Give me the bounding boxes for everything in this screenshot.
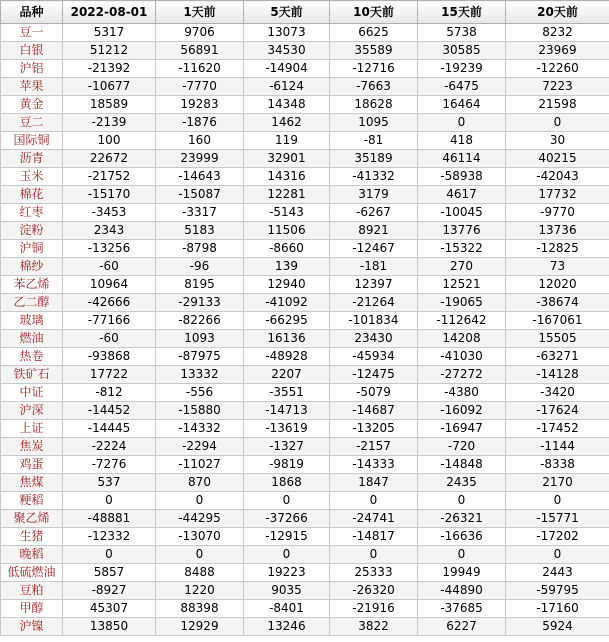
value-cell: 870 [156, 474, 244, 492]
value-cell: 537 [63, 474, 156, 492]
value-cell: 23999 [156, 150, 244, 168]
value-cell: -5079 [330, 384, 418, 402]
value-cell: -14817 [330, 528, 418, 546]
value-cell: -4380 [418, 384, 506, 402]
value-cell: 13850 [63, 618, 156, 636]
value-cell: 12281 [244, 186, 330, 204]
value-cell: -15880 [156, 402, 244, 420]
value-cell: -2294 [156, 438, 244, 456]
value-cell: 9706 [156, 24, 244, 42]
variety-name-cell: 生猪 [1, 528, 63, 546]
value-cell: -12716 [330, 60, 418, 78]
value-cell: 21598 [506, 96, 609, 114]
value-cell: -8338 [506, 456, 609, 474]
variety-name-cell: 焦炭 [1, 438, 63, 456]
value-cell: -112642 [418, 312, 506, 330]
value-cell: -1144 [506, 438, 609, 456]
value-cell: -16947 [418, 420, 506, 438]
value-cell: -26321 [418, 510, 506, 528]
value-cell: -8798 [156, 240, 244, 258]
value-cell: 100 [63, 132, 156, 150]
variety-name-cell: 玻璃 [1, 312, 63, 330]
value-cell: 0 [156, 546, 244, 564]
value-cell: -9819 [244, 456, 330, 474]
value-cell: 5924 [506, 618, 609, 636]
value-cell: 35589 [330, 42, 418, 60]
header-date[interactable]: 2022-08-01 [63, 1, 156, 24]
variety-name-cell: 焦煤 [1, 474, 63, 492]
value-cell: -10045 [418, 204, 506, 222]
value-cell: 0 [156, 492, 244, 510]
variety-name-cell: 沥青 [1, 150, 63, 168]
value-cell: -38674 [506, 294, 609, 312]
value-cell: 14348 [244, 96, 330, 114]
value-cell: 0 [506, 546, 609, 564]
value-cell: -14643 [156, 168, 244, 186]
header-15-days-ago[interactable]: 15天前 [418, 1, 506, 24]
table-row [1, 582, 609, 600]
table-row [1, 96, 609, 114]
value-cell: -12915 [244, 528, 330, 546]
value-cell: -1876 [156, 114, 244, 132]
value-cell: 73 [506, 258, 609, 276]
value-cell: 1868 [244, 474, 330, 492]
value-cell: 40215 [506, 150, 609, 168]
value-cell: 56891 [156, 42, 244, 60]
value-cell: -21392 [63, 60, 156, 78]
value-cell: 0 [506, 114, 609, 132]
table-row [1, 60, 609, 78]
value-cell: 2443 [506, 564, 609, 582]
value-cell: -13256 [63, 240, 156, 258]
value-cell: 119 [244, 132, 330, 150]
value-cell: -9770 [506, 204, 609, 222]
variety-name-cell: 甲醇 [1, 600, 63, 618]
table-row [1, 384, 609, 402]
value-cell: -66295 [244, 312, 330, 330]
value-cell: 7223 [506, 78, 609, 96]
value-cell: -16636 [418, 528, 506, 546]
variety-name-cell: 沪铝 [1, 60, 63, 78]
value-cell: 45307 [63, 600, 156, 618]
value-cell: -15170 [63, 186, 156, 204]
variety-name-cell: 棉纱 [1, 258, 63, 276]
value-cell: 0 [418, 546, 506, 564]
variety-name-cell: 上证 [1, 420, 63, 438]
value-cell: -14445 [63, 420, 156, 438]
value-cell: 30 [506, 132, 609, 150]
value-cell: 8195 [156, 276, 244, 294]
value-cell: 0 [418, 492, 506, 510]
table-row [1, 78, 609, 96]
header-10-days-ago[interactable]: 10天前 [330, 1, 418, 24]
value-cell: 19949 [418, 564, 506, 582]
value-cell: 6625 [330, 24, 418, 42]
value-cell: -15087 [156, 186, 244, 204]
variety-name-cell: 淀粉 [1, 222, 63, 240]
value-cell: 16136 [244, 330, 330, 348]
variety-name-cell: 沪深 [1, 402, 63, 420]
value-cell: 13776 [418, 222, 506, 240]
value-cell: -60 [63, 330, 156, 348]
value-cell: -2224 [63, 438, 156, 456]
value-cell: 0 [506, 492, 609, 510]
value-cell: -17624 [506, 402, 609, 420]
variety-name-cell: 白银 [1, 42, 63, 60]
value-cell: -15322 [418, 240, 506, 258]
value-cell: 3822 [330, 618, 418, 636]
value-cell: -17160 [506, 600, 609, 618]
value-cell: -6267 [330, 204, 418, 222]
table-row [1, 168, 609, 186]
value-cell: -3551 [244, 384, 330, 402]
value-cell: -82266 [156, 312, 244, 330]
table-row [1, 132, 609, 150]
variety-name-cell: 豆一 [1, 24, 63, 42]
table-row [1, 366, 609, 384]
table-row [1, 150, 609, 168]
table-row [1, 564, 609, 582]
value-cell: -11027 [156, 456, 244, 474]
value-cell: -3317 [156, 204, 244, 222]
value-cell: 1462 [244, 114, 330, 132]
value-cell: -27272 [418, 366, 506, 384]
table-row [1, 330, 609, 348]
value-cell: 18628 [330, 96, 418, 114]
variety-name-cell: 国际铜 [1, 132, 63, 150]
value-cell: -45934 [330, 348, 418, 366]
value-cell: 270 [418, 258, 506, 276]
value-cell: -21916 [330, 600, 418, 618]
value-cell: 14316 [244, 168, 330, 186]
value-cell: 1093 [156, 330, 244, 348]
value-cell: -6124 [244, 78, 330, 96]
value-cell: -24741 [330, 510, 418, 528]
value-cell: -29133 [156, 294, 244, 312]
table-row [1, 438, 609, 456]
table-row [1, 204, 609, 222]
variety-name-cell: 沪镍 [1, 618, 63, 636]
table-row [1, 492, 609, 510]
value-cell: -12260 [506, 60, 609, 78]
value-cell: 0 [63, 492, 156, 510]
value-cell: 8921 [330, 222, 418, 240]
variety-name-cell: 燃油 [1, 330, 63, 348]
value-cell: -48928 [244, 348, 330, 366]
table-row [1, 312, 609, 330]
value-cell: 3179 [330, 186, 418, 204]
header-20-days-ago[interactable]: 20天前 [506, 1, 609, 24]
header-5-days-ago[interactable]: 5天前 [244, 1, 330, 24]
value-cell: -19065 [418, 294, 506, 312]
value-cell: 14208 [418, 330, 506, 348]
table-body [1, 24, 609, 636]
value-cell: 2435 [418, 474, 506, 492]
value-cell: -13070 [156, 528, 244, 546]
value-cell: -12475 [330, 366, 418, 384]
value-cell: -13619 [244, 420, 330, 438]
value-cell: -14904 [244, 60, 330, 78]
variety-name-cell: 苯乙烯 [1, 276, 63, 294]
value-cell: -14332 [156, 420, 244, 438]
value-cell: 0 [330, 546, 418, 564]
variety-name-cell: 铁矿石 [1, 366, 63, 384]
value-cell: 23430 [330, 330, 418, 348]
value-cell: 13246 [244, 618, 330, 636]
table-row [1, 456, 609, 474]
value-cell: -14452 [63, 402, 156, 420]
value-cell: -12332 [63, 528, 156, 546]
value-cell: 18589 [63, 96, 156, 114]
value-cell: -101834 [330, 312, 418, 330]
value-cell: -42043 [506, 168, 609, 186]
header-row [1, 1, 609, 24]
value-cell: 1847 [330, 474, 418, 492]
table-row [1, 24, 609, 42]
value-cell: 88398 [156, 600, 244, 618]
value-cell: 5317 [63, 24, 156, 42]
value-cell: 12929 [156, 618, 244, 636]
value-cell: -44295 [156, 510, 244, 528]
value-cell: 17722 [63, 366, 156, 384]
value-cell: -48881 [63, 510, 156, 528]
value-cell: 16464 [418, 96, 506, 114]
header-variety[interactable]: 品种 [1, 1, 63, 24]
value-cell: -60 [63, 258, 156, 276]
value-cell: 0 [244, 546, 330, 564]
table-row [1, 510, 609, 528]
value-cell: 0 [418, 114, 506, 132]
variety-name-cell: 豆粕 [1, 582, 63, 600]
value-cell: -167061 [506, 312, 609, 330]
value-cell: -1327 [244, 438, 330, 456]
value-cell: -41332 [330, 168, 418, 186]
variety-name-cell: 聚乙烯 [1, 510, 63, 528]
value-cell: 12521 [418, 276, 506, 294]
value-cell: -96 [156, 258, 244, 276]
variety-name-cell: 低硫燃油 [1, 564, 63, 582]
value-cell: 5183 [156, 222, 244, 240]
value-cell: 4617 [418, 186, 506, 204]
value-cell: -19239 [418, 60, 506, 78]
value-cell: -2157 [330, 438, 418, 456]
table-row [1, 600, 609, 618]
value-cell: -5143 [244, 204, 330, 222]
table-row [1, 474, 609, 492]
header-1-day-ago[interactable]: 1天前 [156, 1, 244, 24]
value-cell: 19283 [156, 96, 244, 114]
value-cell: -11620 [156, 60, 244, 78]
value-cell: 17732 [506, 186, 609, 204]
value-cell: -93868 [63, 348, 156, 366]
value-cell: 13332 [156, 366, 244, 384]
variety-name-cell: 中证 [1, 384, 63, 402]
value-cell: -12467 [330, 240, 418, 258]
table-row [1, 42, 609, 60]
value-cell: -556 [156, 384, 244, 402]
value-cell: 30585 [418, 42, 506, 60]
value-cell: -21264 [330, 294, 418, 312]
value-cell: -15771 [506, 510, 609, 528]
value-cell: -14848 [418, 456, 506, 474]
value-cell: 12397 [330, 276, 418, 294]
value-cell: -812 [63, 384, 156, 402]
variety-name-cell: 红枣 [1, 204, 63, 222]
value-cell: 12940 [244, 276, 330, 294]
variety-name-cell: 晚稻 [1, 546, 63, 564]
value-cell: 5738 [418, 24, 506, 42]
table-row [1, 618, 609, 636]
table-row [1, 294, 609, 312]
table-row [1, 186, 609, 204]
variety-name-cell: 乙二醇 [1, 294, 63, 312]
value-cell: -16092 [418, 402, 506, 420]
value-cell: -37685 [418, 600, 506, 618]
value-cell: -6475 [418, 78, 506, 96]
value-cell: -58938 [418, 168, 506, 186]
value-cell: 6227 [418, 618, 506, 636]
value-cell: 8232 [506, 24, 609, 42]
table-row [1, 258, 609, 276]
value-cell: -41030 [418, 348, 506, 366]
value-cell: -720 [418, 438, 506, 456]
table-row [1, 240, 609, 258]
value-cell: 23969 [506, 42, 609, 60]
value-cell: 2170 [506, 474, 609, 492]
value-cell: 12020 [506, 276, 609, 294]
value-cell: 34530 [244, 42, 330, 60]
value-cell: -17452 [506, 420, 609, 438]
value-cell: 0 [330, 492, 418, 510]
value-cell: -8927 [63, 582, 156, 600]
value-cell: 15505 [506, 330, 609, 348]
value-cell: 35189 [330, 150, 418, 168]
value-cell: -87975 [156, 348, 244, 366]
value-cell: -7276 [63, 456, 156, 474]
value-cell: -63271 [506, 348, 609, 366]
value-cell: -2139 [63, 114, 156, 132]
value-cell: 51212 [63, 42, 156, 60]
value-cell: -3453 [63, 204, 156, 222]
value-cell: 9035 [244, 582, 330, 600]
value-cell: 0 [244, 492, 330, 510]
table-row [1, 348, 609, 366]
value-cell: -13205 [330, 420, 418, 438]
value-cell: 418 [418, 132, 506, 150]
table-row [1, 546, 609, 564]
value-cell: -41092 [244, 294, 330, 312]
table-row [1, 222, 609, 240]
value-cell: 2207 [244, 366, 330, 384]
value-cell: 1095 [330, 114, 418, 132]
value-cell: 46114 [418, 150, 506, 168]
value-cell: 22672 [63, 150, 156, 168]
value-cell: -81 [330, 132, 418, 150]
table-row [1, 528, 609, 546]
value-cell: 1220 [156, 582, 244, 600]
variety-name-cell: 黄金 [1, 96, 63, 114]
variety-name-cell: 沪铜 [1, 240, 63, 258]
value-cell: -37266 [244, 510, 330, 528]
variety-name-cell: 热卷 [1, 348, 63, 366]
variety-name-cell: 粳稻 [1, 492, 63, 510]
value-cell: 11506 [244, 222, 330, 240]
value-cell: 0 [63, 546, 156, 564]
variety-name-cell: 豆二 [1, 114, 63, 132]
value-cell: -8660 [244, 240, 330, 258]
value-cell: -14687 [330, 402, 418, 420]
variety-name-cell: 玉米 [1, 168, 63, 186]
value-cell: -14713 [244, 402, 330, 420]
value-cell: -12825 [506, 240, 609, 258]
variety-name-cell: 鸡蛋 [1, 456, 63, 474]
value-cell: 13736 [506, 222, 609, 240]
value-cell: -42666 [63, 294, 156, 312]
value-cell: -17202 [506, 528, 609, 546]
value-cell: -3420 [506, 384, 609, 402]
value-cell: -14128 [506, 366, 609, 384]
value-cell: -14333 [330, 456, 418, 474]
value-cell: -10677 [63, 78, 156, 96]
value-cell: -44890 [418, 582, 506, 600]
value-cell: 5857 [63, 564, 156, 582]
value-cell: 2343 [63, 222, 156, 240]
value-cell: 10964 [63, 276, 156, 294]
value-cell: 8488 [156, 564, 244, 582]
value-cell: 160 [156, 132, 244, 150]
value-cell: -21752 [63, 168, 156, 186]
value-cell: -59795 [506, 582, 609, 600]
value-cell: 139 [244, 258, 330, 276]
table-row [1, 276, 609, 294]
value-cell: -7770 [156, 78, 244, 96]
table-row [1, 420, 609, 438]
variety-name-cell: 苹果 [1, 78, 63, 96]
variety-name-cell: 棉花 [1, 186, 63, 204]
value-cell: -26320 [330, 582, 418, 600]
value-cell: -181 [330, 258, 418, 276]
value-cell: -7663 [330, 78, 418, 96]
value-cell: 32901 [244, 150, 330, 168]
value-cell: 13073 [244, 24, 330, 42]
table-row [1, 114, 609, 132]
value-cell: -8401 [244, 600, 330, 618]
value-cell: 25333 [330, 564, 418, 582]
table-row [1, 402, 609, 420]
value-cell: -77166 [63, 312, 156, 330]
value-cell: 19223 [244, 564, 330, 582]
